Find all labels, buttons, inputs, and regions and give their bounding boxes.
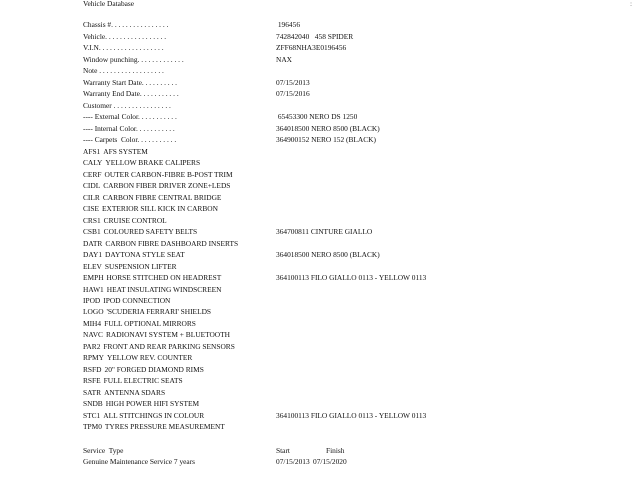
option-description: CRUISE CONTROL (103, 216, 167, 225)
service-type-header: Service Type (83, 446, 124, 455)
option-label (83, 410, 204, 421)
field-label: ---- Internal Color. . . . . . . . . . . (83, 124, 175, 133)
option-value: 364100113 FILO GIALLO 0113 - YELLOW 0113 (276, 273, 427, 282)
option-description: FRONT AND REAR PARKING SENSORS (103, 342, 235, 351)
option-row (83, 410, 633, 421)
option-label (83, 306, 211, 317)
option-label (83, 387, 165, 398)
option-row (83, 352, 633, 363)
option-description: HIGH POWER HIFI SYSTEM (105, 399, 200, 408)
option-label (83, 341, 235, 352)
option-code: DAY1 (83, 250, 103, 259)
option-description: IPOD CONNECTION (103, 296, 171, 305)
option-label (83, 352, 192, 363)
option-code: CSB1 (83, 227, 101, 236)
option-code: SNDB (83, 399, 103, 408)
option-code: AFS1 (83, 147, 101, 156)
option-description: COLOURED SAFETY BELTS (103, 227, 198, 236)
service-row (83, 456, 633, 467)
field-label: Chassis #. . . . . . . . . . . . . . . . (83, 20, 169, 29)
field-value: NAX (276, 55, 293, 64)
option-row (83, 261, 633, 272)
field-label: Window punching. . . . . . . . . . . . . (83, 55, 184, 64)
option-row (83, 192, 633, 203)
option-code: EMPH (83, 273, 104, 282)
option-code: PAR2 (83, 342, 101, 351)
option-code: CALY (83, 158, 103, 167)
option-row (83, 398, 633, 409)
field-row (83, 88, 633, 99)
option-description: HORSE STITCHED ON HEADREST (106, 273, 222, 282)
option-code: HAW1 (83, 285, 104, 294)
service-start-date: 07/15/2013 (276, 457, 310, 466)
option-code: TPM0 (83, 422, 102, 431)
option-row (83, 203, 633, 214)
field-label: Customer . . . . . . . . . . . . . . . . (83, 101, 171, 110)
option-code: CIDL (83, 181, 101, 190)
field-row (83, 100, 633, 111)
option-description: EXTERIOR SILL KICK IN CARBON (102, 204, 218, 213)
option-row (83, 375, 633, 386)
option-label (83, 192, 221, 203)
field-label: Note . . . . . . . . . . . . . . . . . . (83, 66, 164, 75)
option-code: CERF (83, 170, 102, 179)
option-label (83, 169, 233, 180)
field-label: ---- External Color. . . . . . . . . . . (83, 112, 177, 121)
option-row (83, 306, 633, 317)
option-description: SUSPENSION LIFTER (104, 262, 177, 271)
option-row (83, 387, 633, 398)
option-row (83, 341, 633, 352)
service-finish-date: 07/15/2020 (313, 457, 347, 466)
field-label: V.I.N. . . . . . . . . . . . . . . . . . (83, 43, 164, 52)
option-label (83, 203, 218, 214)
option-label (83, 261, 177, 272)
option-code: CRS1 (83, 216, 101, 225)
field-row (83, 54, 633, 65)
option-row (83, 295, 633, 306)
option-row (83, 249, 633, 260)
page-title: Vehicle Database (83, 0, 135, 8)
field-row (83, 31, 633, 42)
field-label: ---- Carpets Color. . . . . . . . . . . (83, 135, 177, 144)
option-code: NAVC (83, 330, 103, 339)
option-code: RSFE (83, 376, 101, 385)
option-code: CILR (83, 193, 100, 202)
option-label (83, 272, 221, 283)
option-label (83, 180, 230, 191)
option-code: STC1 (83, 411, 101, 420)
option-value: 364100113 FILO GIALLO 0113 - YELLOW 0113 (276, 411, 427, 420)
option-code: RSFD (83, 365, 102, 374)
field-value: 742842040 458 SPIDER (276, 32, 354, 41)
option-description: AFS SYSTEM (103, 147, 148, 156)
option-label (83, 284, 221, 295)
option-description: OUTER CARBON-FIBRE B-POST TRIM (104, 170, 233, 179)
option-label (83, 215, 167, 226)
option-row (83, 318, 633, 329)
option-code: SATR (83, 388, 102, 397)
service-type: Genuine Maintenance Service 7 years (83, 457, 196, 466)
service-finish-header: Finish (326, 446, 345, 455)
option-description: 'SCUDERIA FERRARI' SHIELDS (106, 307, 212, 316)
field-value: 07/15/2013 (276, 78, 310, 87)
field-value: 364900152 NERO 152 (BLACK) (276, 135, 376, 144)
option-row (83, 238, 633, 249)
option-label (83, 375, 183, 386)
field-value: 364018500 NERO 8500 (BLACK) (276, 124, 380, 133)
corner-mark: : (630, 0, 633, 8)
option-row (83, 180, 633, 191)
option-description: 20" FORGED DIAMOND RIMS (104, 365, 204, 374)
option-description: CARBON FIBRE CENTRAL BRIDGE (102, 193, 222, 202)
field-row (83, 123, 633, 134)
option-description: FULL ELECTRIC SEATS (103, 376, 183, 385)
field-row (83, 134, 633, 145)
field-row (83, 65, 633, 76)
service-header-row (83, 445, 633, 456)
option-description: FULL OPTIONAL MIRRORS (104, 319, 196, 328)
option-description: CARBON FIBER DRIVER ZONE+LEDS (103, 181, 231, 190)
option-row (83, 157, 633, 168)
option-code: RPMY (83, 353, 104, 362)
option-code: CISE (83, 204, 100, 213)
option-row (83, 146, 633, 157)
field-value: 07/15/2016 (276, 89, 310, 98)
option-description: YELLOW REV. COUNTER (106, 353, 193, 362)
option-label (83, 421, 225, 432)
field-row (83, 42, 633, 53)
option-row (83, 226, 633, 237)
option-label (83, 146, 148, 157)
option-code: MIH4 (83, 319, 102, 328)
option-row (83, 329, 633, 340)
option-label (83, 398, 199, 409)
option-code: DATR (83, 239, 103, 248)
option-description: ANTENNA SDARS (104, 388, 166, 397)
option-code: IPOD (83, 296, 101, 305)
option-code: LOGO (83, 307, 104, 316)
option-description: RADIONAVI SYSTEM + BLUETOOTH (106, 330, 230, 339)
option-row (83, 284, 633, 295)
option-label (83, 364, 204, 375)
field-label: Warranty Start Date. . . . . . . . . . (83, 78, 178, 87)
option-row (83, 364, 633, 375)
option-description: HEAT INSULATING WINDSCREEN (106, 285, 222, 294)
field-row (83, 77, 633, 88)
option-label (83, 238, 238, 249)
option-description: DAYTONA STYLE SEAT (105, 250, 185, 259)
option-label (83, 249, 185, 260)
field-row (83, 111, 633, 122)
field-label: Warranty End Date. . . . . . . . . . . (83, 89, 179, 98)
option-value: 364700811 CINTURE GIALLO (276, 227, 373, 236)
service-start-header: Start (276, 446, 290, 455)
option-label (83, 318, 196, 329)
option-description: CARBON FIBRE DASHBOARD INSERTS (105, 239, 239, 248)
option-code: ELEV (83, 262, 102, 271)
option-value: 364018500 NERO 8500 (BLACK) (276, 250, 380, 259)
field-value: ZFF68NHA3E0196456 (276, 43, 347, 52)
option-label (83, 226, 197, 237)
option-row (83, 169, 633, 180)
field-value: 196456 (276, 20, 301, 29)
option-row (83, 421, 633, 432)
field-label: Vehicle. . . . . . . . . . . . . . . . . (83, 32, 167, 41)
option-row (83, 272, 633, 283)
option-description: YELLOW BRAKE CALIPERS (105, 158, 201, 167)
option-label (83, 295, 170, 306)
option-description: ALL STITCHINGS IN COLOUR (103, 411, 205, 420)
option-label (83, 329, 230, 340)
field-row (83, 19, 633, 30)
field-value: 65453300 NERO DS 1250 (276, 112, 358, 121)
option-row (83, 215, 633, 226)
option-label (83, 157, 200, 168)
option-description: TYRES PRESSURE MEASUREMENT (104, 422, 225, 431)
